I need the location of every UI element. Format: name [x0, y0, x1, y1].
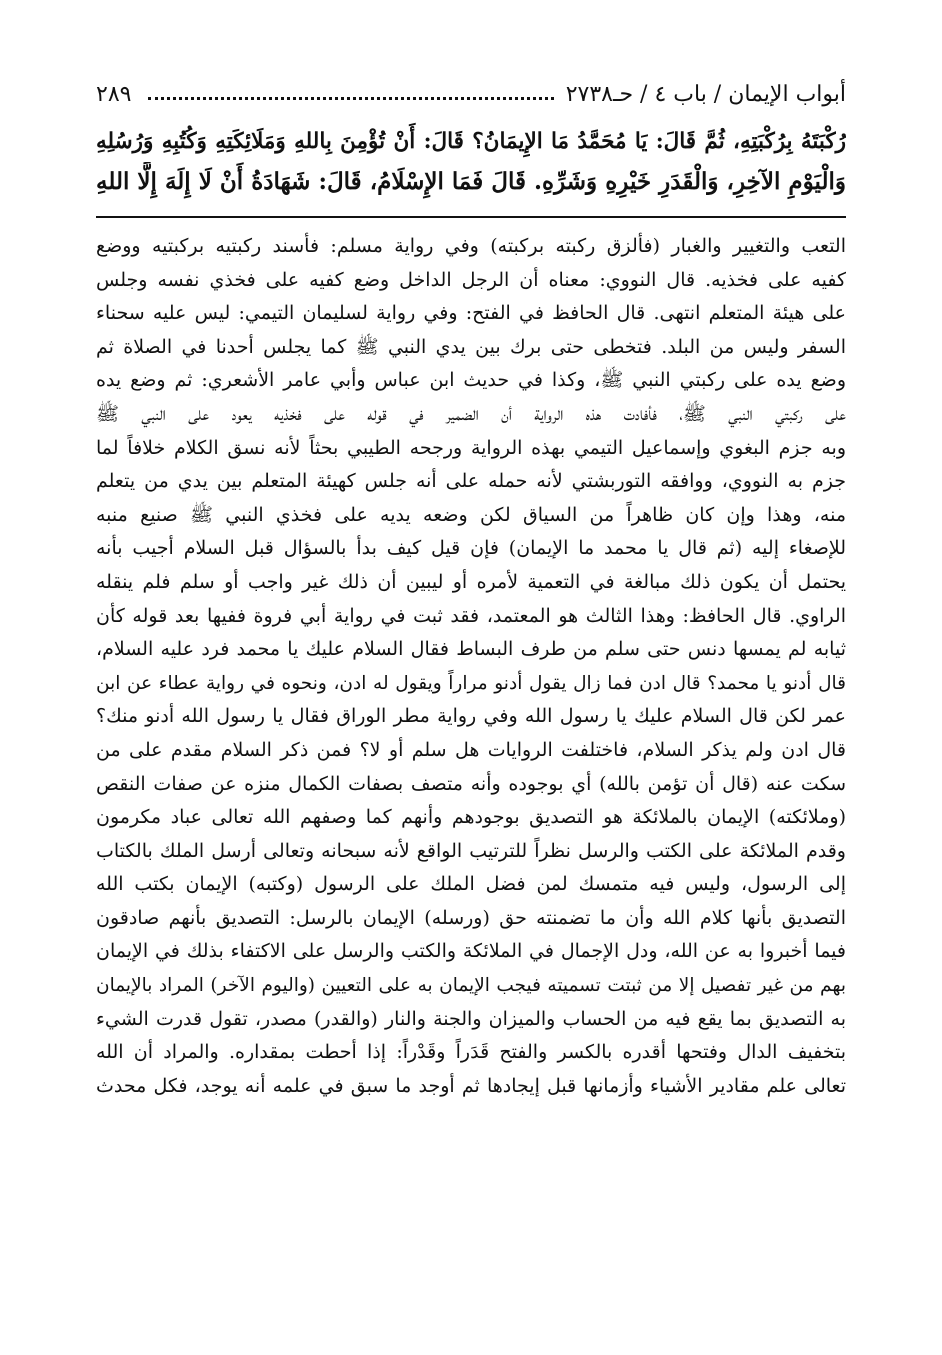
commentary-line: يحتمل أن يكون ذلك مبالغة في التعمية لأمره أو ليبين أن ذلك غير واجب أو سلم فلم ينقله — [96, 570, 846, 593]
commentary-line: قال أدنو يا محمد؟ قال ادن فما زال يقول أدنو مراراً ويقول له ادن، ونحوه في رواية عطاء عن ابن — [96, 672, 846, 694]
leader-dots — [148, 97, 554, 100]
running-title: أبواب الإيمان / باب ٤ / حـ٢٧٣٨ — [565, 82, 846, 107]
commentary-line: على ركبتي النبي ﷺ، فأفادت هذه الرواية أن الضمير في قوله على فخذيه يعود على النبي ﷺ — [96, 402, 846, 425]
commentary-line: سكت عنه (قال أن تؤمن بالله) أي بوجوده وأنه متصف بصفات الكمال منزه عن صفات النقص — [96, 772, 846, 795]
commentary-text — [96, 230, 846, 1103]
commentary-line: التعب والتغيير والغبار (فألزق ركبته بركبته) وفي رواية مسلم: فأسند ركبتيه بركبتيه ووضع — [96, 235, 846, 257]
commentary-line: وبه جزم البغوي وإسماعيل التيمي بهذه الرواية ورجحه الطيبي بحثاً لأنه نسق الكلام خلافاً لما — [96, 436, 846, 459]
commentary-line: تعالى علم مقادير الأشياء وأزمانها قبل إيجادها ثم أوجد ما سبق في علمه أنه يوجد، فكل محدث — [96, 1074, 846, 1097]
page-number: ٢٨٩ — [96, 82, 132, 107]
commentary-line: للإصغاء إليه (ثم قال يا محمد ما الإيمان) فإن قيل كيف بدأ بالسؤال قبل السلام أجيب بأنه — [96, 537, 846, 560]
commentary-line: بتخفيف الدال وفتحها أقدره بالكسر والفتح قَدَراً وقَدْراً: إذا أحطت بمقداره. والمراد أن الله — [96, 1041, 846, 1064]
commentary-line: منه، وهذا وإن كان ظاهراً من السياق لكن وضعه يديه على فخذي النبي ﷺ صنيع منبه — [96, 503, 846, 526]
commentary-line: كفيه على فخذيه. قال النووي: معناه أن الرجل الداخل وضع كفيه على فخذي نفسه وجلس — [96, 268, 846, 291]
commentary-line: (وملائكته) الإيمان بالملائكة هو التصديق بوجودهم وأنهم كما وصفهم الله تعالى عباد مكرمون — [96, 806, 846, 829]
commentary-line: به التصديق بما يقع فيه من الحساب والميزان والجنة والنار (والقدر) مصدر، تقول قدرت الشيء — [96, 1007, 846, 1030]
commentary-line: التصديق بأنها كلام الله وأن ما تضمنته حق (ورسله) الإيمان بالرسل: التصديق بأنهم صادقون — [96, 906, 846, 929]
running-header — [96, 78, 846, 112]
commentary-line: عمر لكن قال السلام عليك يا رسول الله وفي رواية مطر الوراق فقال يا رسول الله أدنو منك؟ — [96, 705, 846, 728]
commentary-line: وضع يده على ركبتي النبي ﷺ، وكذا في حديث ابن عباس وأبي عامر الأشعري: ثم وضع يده — [96, 369, 846, 392]
book-page — [96, 78, 846, 1103]
commentary-line: ثيابه لم يمسها دنس حتى سلم من طرف البساط فقال السلام عليك يا محمد فرد عليه السلام، — [96, 638, 846, 661]
commentary-line: جزم به النووي، ووافقه التوربشتي لأنه حمله على أنه جلس كهيئة المتعلم بين يدي من يتعلم — [96, 470, 846, 493]
commentary-line: السفر وليس من البلد. فتخطى حتى برك بين يدي النبي ﷺ كما يجلس أحدنا في الصلاة ثم — [96, 335, 846, 358]
commentary-line: بهم من غير تفصيل إلا من ثبتت تسميته فيجب الإيمان به على التعيين (واليوم الآخر) المراد بالإيمان — [96, 975, 846, 997]
commentary-line: إلى الرسول، وليس فيه متمسك لمن فضل الملك على الرسول (وكتبه) الإيمان بكتب الله — [96, 873, 846, 896]
commentary-line: فيما أخبروا به عن الله، ودل الإجمال في الملائكة والكتب والرسل على الاكتفاء بذلك في الإيمان — [96, 940, 846, 963]
commentary-line: على هيئة المتعلم انتهى. قال الحافظ في الفتح: وفي رواية لسليمان التيمي: ليس عليه سحناء — [96, 302, 846, 325]
hadith-line: رُكْبَتَهُ بِرُكْبَتِهِ، ثُمَّ قَالَ: يَا مُحَمَّدُ مَا الإِيمَانُ؟ قَالَ: أَنْ تُؤْمِنَ بِاللهِ وَمَلَائِكَتِهِ وَكُتُبِهِ وَرُسُلِهِ — [96, 129, 846, 154]
commentary-line: الراوي. قال الحافظ: وهذا الثالث هو المعتمد، فقد ثبت في رواية أبي فروة ففيها بعد قوله كأن — [96, 604, 846, 627]
divider-rule — [96, 216, 846, 218]
hadith-line: وَالْيَوْمِ الآخِرِ، وَالْقَدَرِ خَيْرِهِ وَشَرِّهِ. قَالَ فَمَا الإِسْلَامُ، قَالَ: شَهَادَةُ أَنْ لَا إِلَهَ إِلَّا اللهِ — [96, 168, 846, 195]
commentary-line: وقدم الملائكة على الكتب والرسل نظراً للترتيب الواقع لأنه سبحانه وتعالى أرسل الملك بالكتاب — [96, 839, 846, 862]
hadith-text — [96, 122, 846, 202]
commentary-line: قال ادن ولم يذكر السلام، فاختلفت الروايات هل سلم أو لا؟ فمن ذكر السلام مقدم على من — [96, 738, 846, 761]
